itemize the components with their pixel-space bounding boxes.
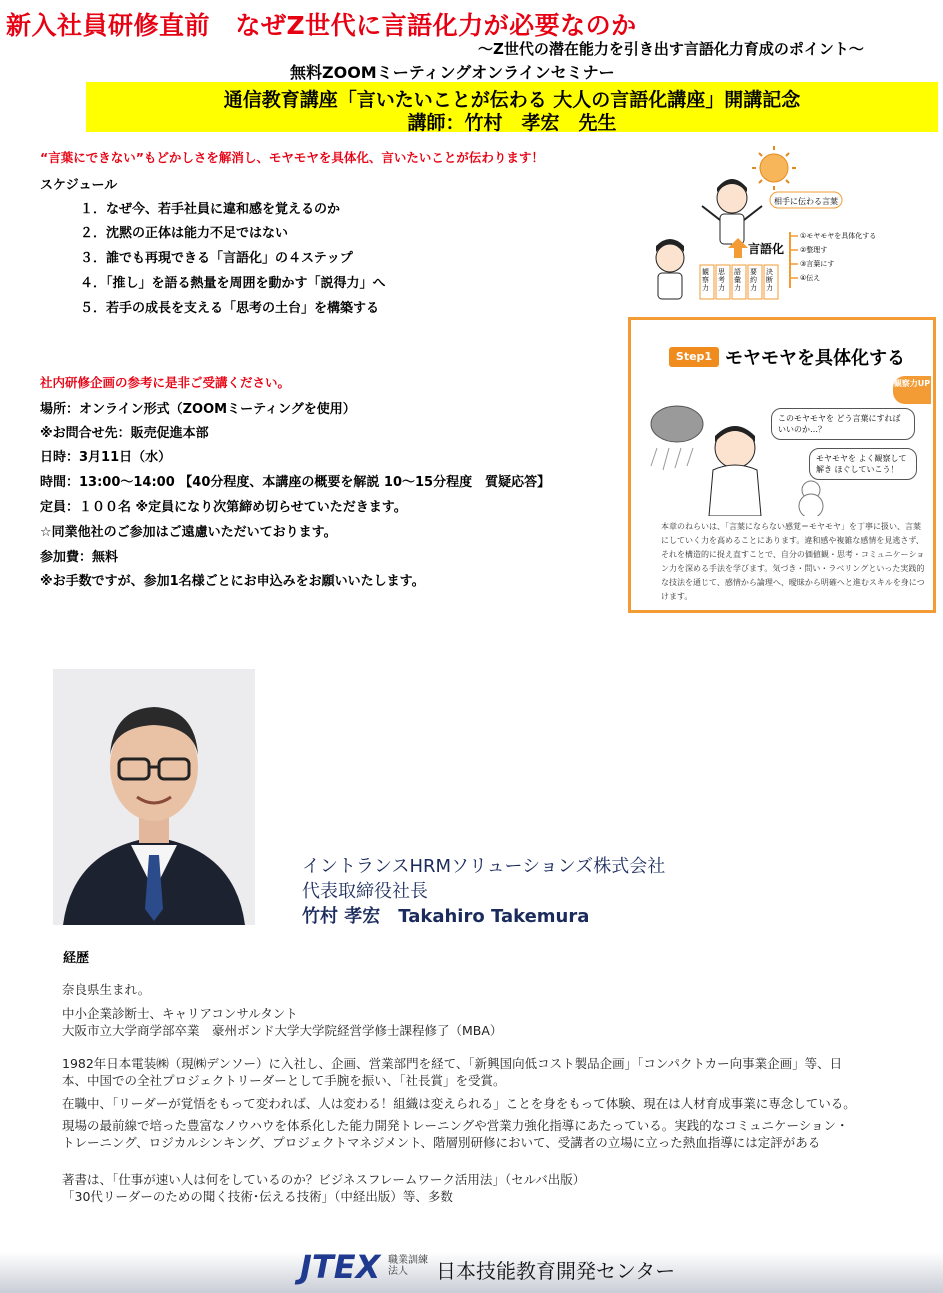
info-capacity: 定員：１００名 ※定員になり次第締め切らせていただきます。 — [40, 500, 407, 515]
course-title: 通信教育講座「言いたいことが伝わる 大人の言語化講座」開講記念 — [223, 89, 801, 111]
info-notice: ☆同業他社のご参加はご遠慮いただいております。 — [40, 525, 337, 540]
pillar-label: 決断力 — [766, 268, 773, 292]
lecturer-role: 代表取締役社長 — [302, 881, 428, 902]
info-note: ※お手数ですが、参加1名様ごとにお申込みをお願いいたします。 — [40, 574, 425, 589]
schedule-heading: スケジュール — [40, 178, 118, 193]
lecturer-fullname: 竹村 孝宏 Takahiro Takemura — [302, 906, 590, 927]
step-label: ①モヤモヤを具体化する — [800, 232, 877, 240]
schedule-item: ２．沈黙の正体は能力不足ではない — [80, 226, 289, 241]
page-title: 新入社員研修直前 なぜZ世代に言語化力が必要なのか — [6, 11, 637, 40]
lecturer-portrait — [53, 669, 255, 925]
career-line: 在職中、「リーダーが覚悟をもって変われば、人は変わる！組織は変えられる」ことを身をもって体験、現在は人材育成事業に専念している。 — [62, 1096, 856, 1111]
step-label: ③言葉にす — [800, 260, 835, 268]
course-banner — [86, 82, 938, 132]
step-title: モヤモヤを具体化する — [725, 348, 905, 369]
pillar-label: 観察力 — [702, 268, 709, 292]
speech-bubble: このモヤモヤを どう言葉にすればいいのか…？ — [771, 408, 915, 440]
career-line: 著書は、「仕事が速い人は何をしているのか？ビジネスフレームワーク活用法」（セルバ出版） — [62, 1172, 586, 1187]
illustration-header: 相手に伝わる言葉 — [774, 197, 838, 206]
seminar-label: 無料ZOOMミーティングオンラインセミナー — [290, 63, 615, 82]
career-heading: 経歴 — [63, 951, 90, 966]
step-label: ④伝え — [800, 274, 821, 282]
schedule-item: ５．若手の成長を支える「思考の土台」を構築する — [80, 301, 380, 316]
speech-bubble: モヤモヤを よく観察して解き ほぐしていこう！ — [809, 448, 917, 480]
observation-up-tag: 観察力UP — [893, 376, 931, 404]
career-line: 現場の最前線で培った豊富なノウハウを体系化した能力開発トレーニングや営業力強化指導にあたっている。実践的なコミュニケーション・ — [62, 1118, 849, 1133]
schedule-item: ４．「推し」を語る熱量を周囲を動かす「説得力」へ — [80, 276, 386, 291]
page-subtitle: ～Z世代の潜在能力を引き出す言語化力育成のポイント～ — [478, 40, 864, 58]
lecturer-name: 講師：竹村 孝宏 先生 — [407, 112, 617, 134]
career-line: 奈良県生まれ。 — [62, 982, 151, 997]
info-date: 日時：3月11日（水） — [40, 450, 172, 465]
info-fee: 参加費：無料 — [40, 550, 119, 565]
info-contact: ※お問合せ先：販売促進本部 — [40, 426, 209, 441]
step-description: 本章のねらいは、「言葉にならない感覚＝モヤモヤ」を丁寧に扱い、言葉にしていく力を高めることにあります。違和感や複雑な感情を見逃さず、それを構造的に捉え直すことで、自分の価値観・思考・コミュニケーション力を深める手法を学びます。気づき・問い・ラベリングといった実践的な技法を通じて、感情から論理へ、曖昧から明確へと進むスキルを身につけます。 — [661, 522, 925, 601]
illustration-main-label: 言語化 — [748, 242, 785, 256]
recommend-text: 社内研修企画の参考に是非ご受講ください。 — [40, 375, 291, 390]
lead-text: “言葉にできない”もどかしさを解消し、モヤモヤを具体化、言いたいことが伝わります！ — [40, 150, 544, 165]
concept-illustration-drawing — [622, 140, 940, 310]
schedule-item: １．なぜ今、若手社員に違和感を覚えるのか — [80, 202, 341, 217]
schedule-item: ３．誰でも再現できる「言語化」の４ステップ — [80, 251, 353, 266]
step1-panel — [628, 317, 936, 613]
pillar-label: 語彙力 — [734, 268, 741, 292]
career-line: 「30代リーダーのための聞く技術･伝える技術」（中経出版）等、多数 — [62, 1189, 453, 1204]
career-line: 本、中国での全社プロジェクトリーダーとして手腕を振い、「社長賞」を受賞。 — [62, 1073, 506, 1088]
career-line: 1982年日本電装㈱（現㈱デンソー）に入社し、企画、営業部門を経て、「新興国向低コスト製品企画」「コンパクトカー向事業企画」等、日 — [62, 1056, 843, 1071]
step-label: ②整理す — [800, 246, 828, 254]
footer-org-prefix: 職業訓練法人 — [388, 1255, 428, 1277]
career-line: 中小企業診断士、キャリアコンサルタント — [62, 1006, 298, 1021]
career-line: 大阪市立大学商学部卒業 豪州ボンド大学大学院経営学修士課程修了（MBA） — [62, 1023, 503, 1038]
info-venue: 場所：オンライン形式（ZOOMミーティングを使用） — [40, 402, 356, 417]
jtex-logo: JTEX — [300, 1248, 381, 1286]
concept-illustration — [622, 140, 940, 310]
footer-org-name: 日本技能教育開発センター — [436, 1259, 676, 1283]
info-time: 時間：13:00～14:00 【40分程度、本講座の概要を解説 10～15分程度 質疑応答】 — [40, 475, 551, 490]
step-badge: Step1 — [669, 347, 719, 367]
career-line: トレーニング、ロジカルシンキング、プロジェクトマネジメント、階層別研修において、受講者の立場に立った熱血指導には定評がある — [62, 1135, 821, 1150]
pillar-label: 思考力 — [718, 268, 725, 292]
company-name: イントランスHRMソリューションズ株式会社 — [302, 856, 666, 877]
pillar-label: 要約力 — [750, 268, 757, 292]
lecturer-photo — [53, 669, 255, 925]
